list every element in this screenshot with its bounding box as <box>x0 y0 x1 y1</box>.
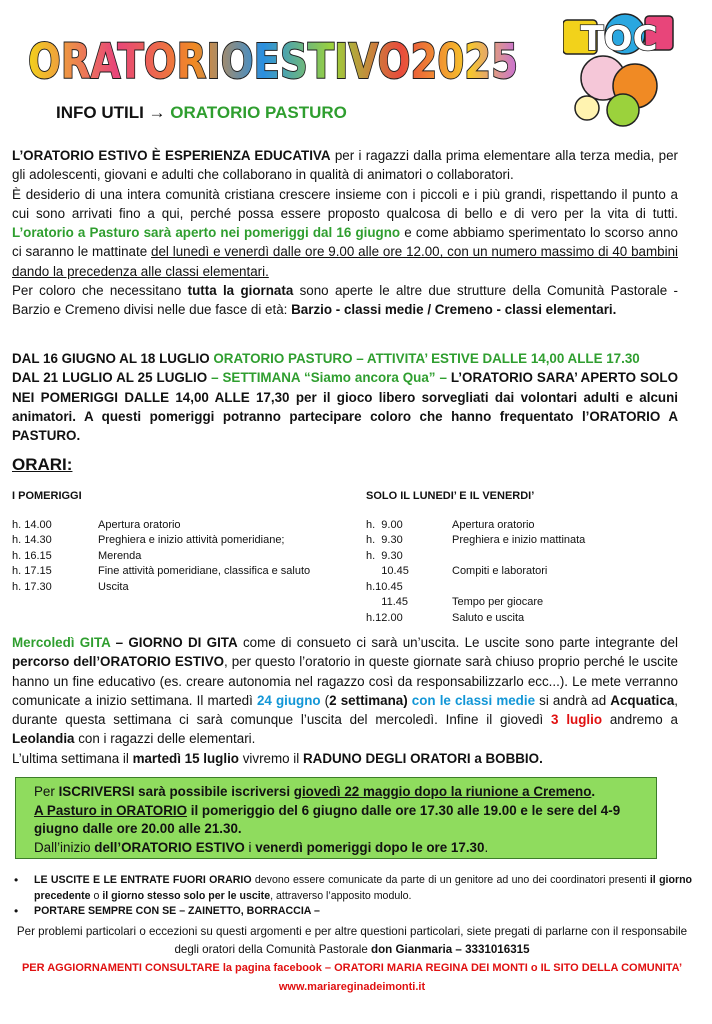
schedule-row <box>366 580 666 596</box>
intro-paragraph-1 <box>12 146 678 185</box>
schedule-desc: Preghiera e inizio attività pomeridiane; <box>98 534 285 546</box>
dates-section <box>12 349 678 445</box>
gita-section <box>12 633 678 768</box>
schedule-desc: Fine attività pomeridiane, classifica e saluto <box>98 565 311 577</box>
note-bold2: il giorno precedente <box>34 874 693 902</box>
gita-text-b: , per questo l’oratorio in queste giornate sarà chiuso proprio perché le uscite hanno un fine educativo (es. creare autonomia nel ragazzo così da responsabilizzarlo ecc...). Le mete verranno comunicate a inizio settimana. Il martedì <box>12 654 679 708</box>
gita-text-d: si andrà ad <box>535 692 611 708</box>
box-bold2: il pomeriggio del 6 giugno dalle ore 17.30 alle 19.00 e le sere del 4-9 giugno dalle ore 20.00 alle 21.30. <box>34 802 621 836</box>
dates-line-2 <box>12 368 678 445</box>
gita-bold1: – GIORNO DI GITA <box>110 635 238 650</box>
schedule-row <box>12 518 332 534</box>
registration-box <box>15 777 657 859</box>
box-bold3: dell’ORATORIO ESTIVO <box>94 839 245 855</box>
gita-text-g: con i ragazzi delle elementari. <box>74 731 256 747</box>
gita-bold3: 2 settimana) <box>329 692 408 708</box>
intro-paragraph-2 <box>12 185 678 281</box>
gita-bold2: percorso dell’ORATORIO ESTIVO <box>12 654 225 670</box>
note-item <box>12 904 692 920</box>
box-bold4: venerdì pomeriggi dopo le ore 17.30 <box>255 839 485 855</box>
schedule-row <box>12 580 332 596</box>
info-label: INFO UTILI → <box>56 103 166 122</box>
note-bold: LE USCITE E LE ENTRATE FUORI ORARIO <box>34 874 252 886</box>
schedule-time: h. 9.30 <box>366 549 403 562</box>
dates-line1-label: DAL 16 GIUGNO AL 18 LUGLIO <box>12 351 214 366</box>
gita-blue2: con le classi medie <box>407 692 536 708</box>
gita-text-i: vivremo il <box>238 750 303 766</box>
schedule-desc <box>452 580 666 596</box>
notes-section <box>12 873 692 996</box>
box-end1: . <box>591 784 596 799</box>
intro-p3-end: . <box>612 302 617 318</box>
schedule-row <box>366 549 666 565</box>
schedule-time: 10.45 <box>366 565 409 577</box>
intro-p3-bold2: Barzio - classi medie / Cremeno - classi elementari <box>291 302 613 318</box>
schedule-time: h. 17.15 <box>12 565 52 577</box>
registration-line-2 <box>34 802 638 839</box>
schedule-time: h. 9.30 <box>366 534 403 546</box>
schedule-row <box>12 564 332 580</box>
box-end2: . <box>484 839 489 855</box>
schedule-time: 11.45 <box>366 596 408 608</box>
intro-p1-bold: L’ORATORIO ESTIVO È ESPERIENZA EDUCATIVA <box>12 148 331 163</box>
intro-p1-text: per i ragazzi dalla prima elementare alla terza media, per gli adolescenti, giovani e adulti che collaborano in qualità di animatori o collaboratori. <box>12 148 679 183</box>
schedule-desc: Tempo per giocare <box>452 596 544 608</box>
dates-line1-green: ORATORIO PASTURO – ATTIVITA’ ESTIVE DALLE 14,00 ALLE 17.30 <box>213 351 640 366</box>
schedule-row <box>12 549 332 565</box>
info-title <box>56 103 347 123</box>
schedule-desc: Apertura oratorio <box>452 518 535 531</box>
registration-line-3 <box>34 839 638 858</box>
toc-logo <box>563 12 675 128</box>
schedule-time: h.10.45 <box>366 580 403 593</box>
schedule-time: h. 17.30 <box>12 580 52 593</box>
gita-bold5: Leolandia <box>12 731 75 747</box>
gita-text-f: andremo a <box>602 712 678 728</box>
gita-text-a: come di consueto ci sarà un’uscita. Le uscite sono parte integrante del <box>237 635 678 650</box>
box-underline2: A Pasturo in ORATORIO <box>34 802 188 818</box>
contact-bold: don Gianmaria – 3331016315 <box>371 942 530 956</box>
note-bold: PORTARE SEMPRE CON SE – ZAINETTO, BORRACCIA – <box>34 905 320 917</box>
intro-p2-bold: e come abbiamo sperimentato lo scorso anno ci saranno le mattinate <box>12 225 678 260</box>
schedule-desc: Compiti e laboratori <box>452 565 548 577</box>
schedule-desc: Uscita <box>98 580 129 593</box>
schedule-row <box>366 595 666 611</box>
note-bold3: il giorno stesso solo per le uscite <box>102 889 271 902</box>
intro-p2-green: L’oratorio a Pasturo sarà aperto nei pomeriggi dal 16 giugno <box>12 225 401 241</box>
schedule-row <box>366 564 666 580</box>
intro-p2-text: È desiderio di una intera comunità cristiana crescere insieme con i piccoli e i più grandi, rispettando il punto a cui sono arrivati fino a qui, perché possa essere proposto qualcosa di bello e di vero per la vita di tutti. <box>12 186 678 221</box>
schedule-morning-header: SOLO IL LUNEDI’ E IL VENERDI’ <box>366 490 535 502</box>
note-text-c: , attraverso l’apposito modulo. <box>270 889 412 902</box>
gita-text-h: L’ultima settimana il <box>12 750 133 766</box>
box-underline1: giovedì 22 maggio dopo la riunione a Cremeno <box>293 784 592 799</box>
schedule-desc <box>452 549 666 565</box>
intro-section <box>12 146 678 320</box>
schedule-desc: Preghiera e inizio mattinata <box>452 534 586 546</box>
info-place: ORATORIO PASTURO <box>170 103 347 122</box>
schedule-row <box>12 533 332 549</box>
updates-notice: PER AGGIORNAMENTI CONSULTARE la pagina facebook – ORATORI MARIA REGINA DEI MONTI o IL SITO DELLA COMUNITA’ www.mariareginadeimonti.it <box>21 962 683 993</box>
dates-line-1 <box>12 349 678 368</box>
toc-logo-graphic <box>563 12 675 128</box>
schedule-row <box>366 533 666 549</box>
logo-graphic <box>26 26 526 92</box>
schedule-time: h.12.00 <box>366 611 403 624</box>
note-item <box>12 873 692 904</box>
note-text <box>34 873 692 904</box>
dates-line2-label: DAL 21 LUGLIO AL 25 LUGLIO <box>12 370 212 386</box>
contact-text <box>12 923 692 960</box>
intro-paragraph-3 <box>12 281 678 320</box>
schedule-row <box>366 518 666 534</box>
schedule-time: h. 9.00 <box>366 518 403 531</box>
contact-text-a: Per problemi particolari o eccezioni su questi argomenti e per altre questioni particolari, siete pregati di parlarne con il responsabile degli oratori della Comunità Pastorale <box>16 924 688 956</box>
dates-line2-green: – SETTIMANA “Siamo ancora Qua” – <box>211 370 447 386</box>
intro-p2-underline: del lunedì e venerdì dalle ore 9.00 alle ore 12.00, con un numero massimo di 40 bambini dando la precedenza alle classi elementari. <box>12 244 678 279</box>
note-text-b: o <box>90 889 103 902</box>
schedule-row <box>366 611 666 627</box>
box-text-a: Per <box>34 784 59 799</box>
intro-p3-text2: sono aperte le altre due strutture della Comunità Pastorale - Barzio e Cremeno divisi nelle due fasce di età: <box>12 283 679 318</box>
orari-title: ORARI: <box>12 455 73 474</box>
gita-paragraph <box>12 635 678 746</box>
box-text-c: Dall’inizio <box>34 839 95 855</box>
intro-p3-bold: tutta la giornata <box>187 283 294 299</box>
note-text-a: devono essere comunicate da parte di un genitore ad uno dei coordinatori presenti <box>251 874 650 886</box>
bullet-icon: • <box>14 904 19 918</box>
gita-bold6: martedì 15 luglio <box>132 750 239 766</box>
oratorio-estivo-logo <box>26 26 526 92</box>
gita-text-c: ( <box>320 692 330 708</box>
gita-bold4: Acquatica <box>610 692 675 708</box>
schedule-time: h. 16.15 <box>12 549 52 562</box>
gita-text-e: , durante questa settimana ci sarà comunque l’uscita del mercoledì. Infine il giovedì <box>12 692 679 728</box>
bullet-icon: • <box>14 873 19 887</box>
gita-red1: 3 luglio <box>551 712 603 728</box>
schedule-time: h. 14.00 <box>12 518 52 531</box>
schedule-desc: Apertura oratorio <box>98 518 181 531</box>
schedule-afternoon <box>12 489 332 595</box>
registration-line-1 <box>34 783 638 802</box>
svg-text:TOC: TOC <box>580 19 658 59</box>
schedule-morning <box>366 489 666 626</box>
intro-p3-text: Per coloro che necessitano <box>12 283 188 299</box>
schedule-time: h. 14.30 <box>12 534 52 546</box>
schedule-afternoon-header: I POMERIGGI <box>12 490 82 502</box>
box-bold1: ISCRIVERSI sarà possibile iscriversi <box>58 784 294 799</box>
gita-blue1: 24 giugno <box>256 692 321 708</box>
gita-green: Mercoledì GITA <box>12 635 111 650</box>
gita-last-line <box>12 751 543 766</box>
dates-line2-text: L’ORATORIO SARA’ APERTO SOLO NEI POMERIGGI DALLE 14,00 ALLE 17,30 per il gioco libero sorvegliati dai volontari adulti e alcuni animatori. A questi pomeriggi potranno partecipare coloro che hanno frequentato l’ORATORIO A PASTURO. <box>12 370 678 444</box>
svg-text:ORATORIOESTIVO2025: ORATORIOESTIVO2025 <box>28 34 518 90</box>
schedule-desc: Merenda <box>98 549 142 562</box>
gita-bold7: RADUNO DEGLI ORATORI a BOBBIO. <box>302 750 543 766</box>
box-text-d: i <box>244 839 256 855</box>
schedule-desc: Saluto e uscita <box>452 611 525 624</box>
